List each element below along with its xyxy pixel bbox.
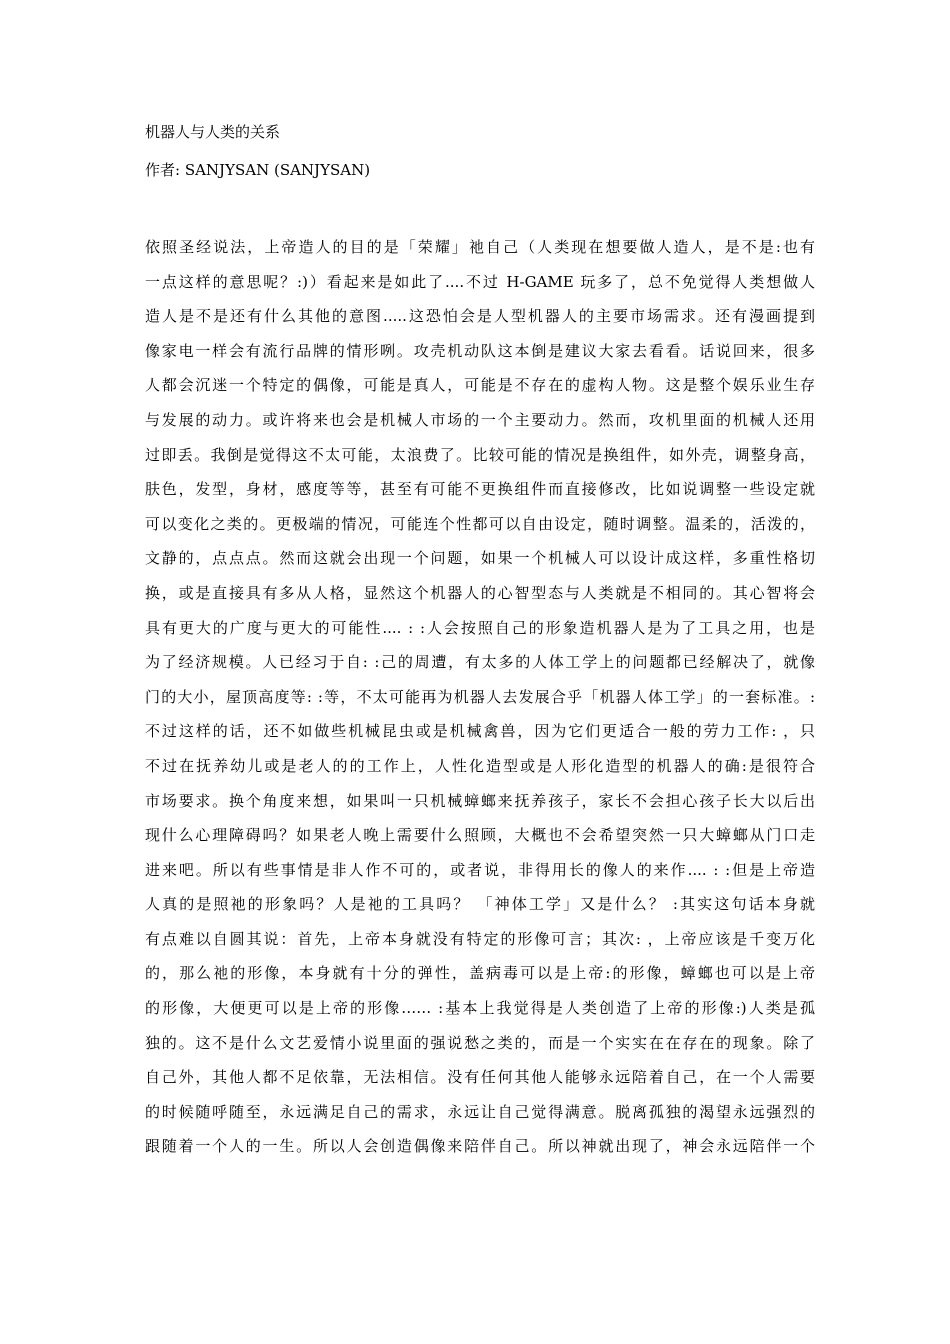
body-line: 过即丢。我倒是觉得这不太可能，太浪费了。比较可能的情况是换组件，如外壳，调整身高，	[145, 445, 815, 464]
document-body	[145, 230, 815, 1164]
body-line: 可以变化之类的。更极端的情况，可能连个性都可以自由设定，随时调整。温柔的，活泼的，	[145, 514, 815, 533]
document-author: 作者: SANJYSAN (SANJYSAN)	[145, 161, 371, 179]
body-line: 不过在抚养幼儿或是老人的的工作上，人性化造型或是人形化造型的机器人的确:是很符合	[145, 756, 815, 775]
body-line: 进来吧。所以有些事情是非人作不可的，或者说，非得用长的像人的来作.... : :但是上帝造	[145, 860, 815, 879]
body-line: 人都会沉迷一个特定的偶像，可能是真人，可能是不存在的虚构人物。这是整个娱乐业生存	[145, 376, 815, 395]
body-line: 依照圣经说法，上帝造人的目的是「荣耀」祂自己（人类现在想要做人造人，是不是:也有	[145, 238, 815, 256]
body-line: 的时候随呼随至，永远满足自己的需求，永远让自己觉得满意。脱离孤独的渴望永远强烈的	[145, 1102, 815, 1121]
body-line: 人真的是照祂的形象吗？人是祂的工具吗？ 「神体工学」又是什么？ :其实这句话本身就	[145, 895, 815, 914]
body-line: 文静的，点点点。然而这就会出现一个问题，如果一个机械人可以设计成这样，多重性格切	[145, 549, 815, 568]
body-line: 与发展的动力。或许将来也会是机械人市场的一个主要动力。然而，攻机里面的机械人还用	[145, 410, 815, 429]
body-line: 自己外，其他人都不足依靠，无法相信。没有任何其他人能够永远陪着自己，在一个人需要	[145, 1068, 815, 1087]
body-line: 造人是不是还有什么其他的意图.....这恐怕会是人型机器人的主要市场需求。还有漫画提到	[145, 307, 815, 326]
body-line: 市场要求。换个角度来想，如果叫一只机械蟑螂来抚养孩子，家长不会担心孩子长大以后出	[145, 791, 815, 810]
body-line: 具有更大的广度与更大的可能性.... : :人会按照自己的形象造机器人是为了工具之用，也是	[145, 618, 815, 637]
body-line: 像家电一样会有流行品牌的情形咧。攻壳机动队这本倒是建议大家去看看。话说回来，很多	[145, 341, 815, 360]
body-line: 肤色，发型，身材，感度等等，甚至有可能不更换组件而直接修改，比如说调整一些设定就	[145, 480, 815, 499]
body-line: 一点这样的意思呢？:)）看起来是如此了....不过 H-GAME 玩多了，总不免觉得人类想做人	[145, 272, 815, 291]
body-line: 的，那么祂的形像，本身就有十分的弹性，盖病毒可以是上帝:的形像，蟑螂也可以是上帝	[145, 964, 815, 983]
body-line: 有点难以自圆其说：首先，上帝本身就没有特定的形像可言；其次: ，上帝应该是千变万化	[145, 929, 815, 948]
body-line: 的形像，大便更可以是上帝的形像…… :基本上我觉得是人类创造了上帝的形像:)人类是孤	[145, 999, 815, 1018]
body-line: 不过这样的话，还不如做些机械昆虫或是机械禽兽，因为它们更适合一般的劳力工作: ，只	[145, 722, 815, 741]
body-line: 现什么心理障碍吗？如果老人晚上需要什么照顾，大概也不会希望突然一只大蟑螂从门口走	[145, 826, 815, 845]
body-line: 换，或是直接具有多从人格，显然这个机器人的心智型态与人类就是不相同的。其心智将会	[145, 583, 815, 602]
body-line: 门的大小，屋顶高度等: :等，不太可能再为机器人去发展合乎「机器人体工学」的一套标准。:	[145, 687, 815, 706]
body-line: 为了经济规模。人已经习于自: :己的周遭，有太多的人体工学上的问题都已经解决了，就像	[145, 653, 815, 672]
body-line: 跟随着一个人的一生。所以人会创造偶像来陪伴自己。所以神就出现了，神会永远陪伴一个	[145, 1137, 815, 1156]
document-title: 机器人与人类的关系	[145, 123, 281, 141]
body-line: 独的。这不是什么文艺爱情小说里面的强说愁之类的，而是一个实实在在存在的现象。除了	[145, 1033, 815, 1052]
